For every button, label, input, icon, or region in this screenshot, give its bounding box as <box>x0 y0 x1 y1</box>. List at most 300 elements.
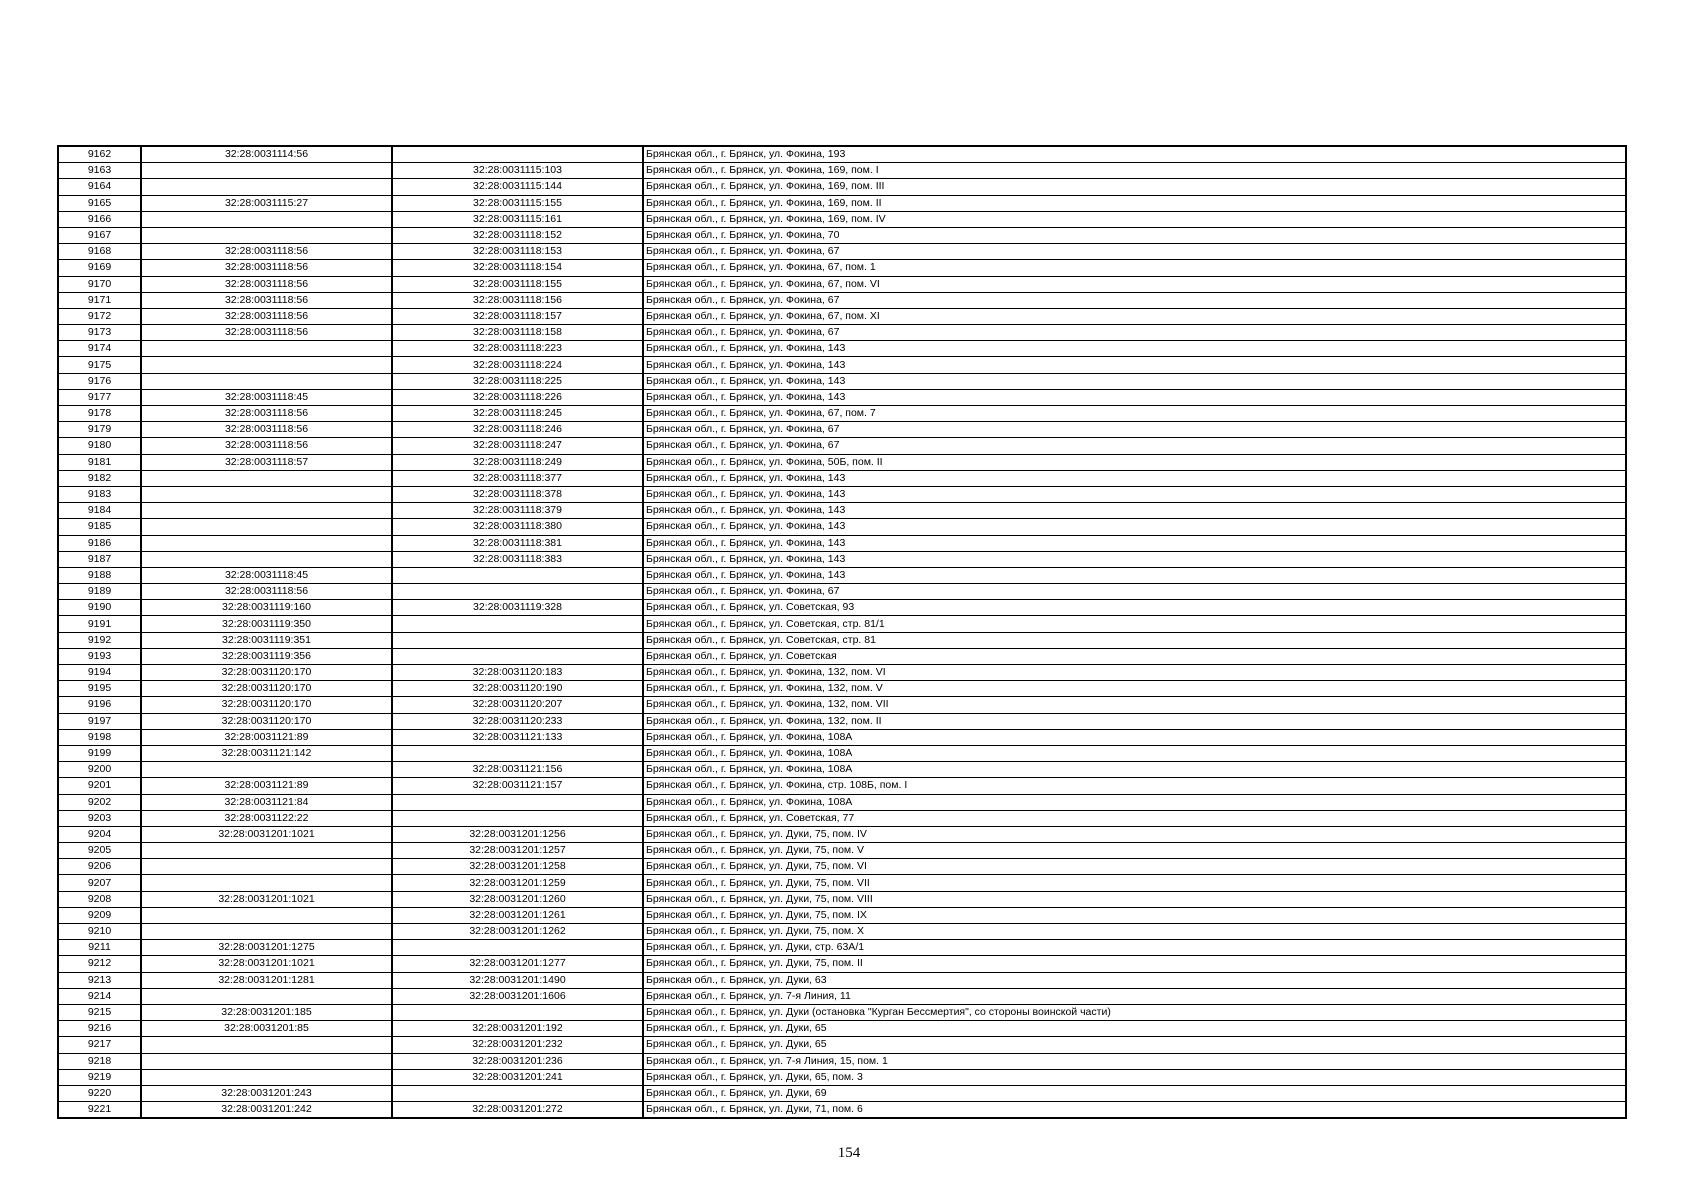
land-cadastral-number-cell: 32:28:0031114:56 <box>141 146 392 163</box>
land-cadastral-number-cell: 32:28:0031201:1275 <box>141 940 392 956</box>
address-cell: Брянская обл., г. Брянск, ул. Фокина, 143 <box>643 357 1626 373</box>
row-number-cell: 9195 <box>58 681 141 697</box>
address-cell: Брянская обл., г. Брянск, ул. Фокина, 132, пом. VII <box>643 697 1626 713</box>
row-number-cell: 9181 <box>58 454 141 470</box>
land-cadastral-number-cell <box>141 859 392 875</box>
object-cadastral-number-cell <box>392 745 643 761</box>
address-cell: Брянская обл., г. Брянск, ул. Дуки, 75, пом. IV <box>643 826 1626 842</box>
row-number-cell: 9204 <box>58 826 141 842</box>
table-row <box>58 551 1626 567</box>
object-cadastral-number-cell: 32:28:0031118:225 <box>392 373 643 389</box>
table-row <box>58 503 1626 519</box>
address-cell: Брянская обл., г. Брянск, ул. Дуки, 75, пом. VIII <box>643 891 1626 907</box>
table-row <box>58 276 1626 292</box>
address-cell: Брянская обл., г. Брянск, ул. Фокина, 70 <box>643 227 1626 243</box>
object-cadastral-number-cell: 32:28:0031201:1606 <box>392 988 643 1004</box>
object-cadastral-number-cell <box>392 1085 643 1101</box>
object-cadastral-number-cell: 32:28:0031120:233 <box>392 713 643 729</box>
land-cadastral-number-cell <box>141 551 392 567</box>
table-row <box>58 826 1626 842</box>
object-cadastral-number-cell: 32:28:0031118:153 <box>392 244 643 260</box>
table-row <box>58 713 1626 729</box>
table-row <box>58 681 1626 697</box>
object-cadastral-number-cell <box>392 1004 643 1020</box>
row-number-cell: 9190 <box>58 600 141 616</box>
land-cadastral-number-cell: 32:28:0031118:56 <box>141 292 392 308</box>
address-cell: Брянская обл., г. Брянск, ул. Фокина, 67 <box>643 325 1626 341</box>
address-cell: Брянская обл., г. Брянск, ул. Фокина, 108А <box>643 729 1626 745</box>
address-cell: Брянская обл., г. Брянск, ул. Дуки, 65, пом. 3 <box>643 1069 1626 1085</box>
land-cadastral-number-cell: 32:28:0031121:89 <box>141 778 392 794</box>
row-number-cell: 9184 <box>58 503 141 519</box>
land-cadastral-number-cell <box>141 211 392 227</box>
table-row <box>58 179 1626 195</box>
object-cadastral-number-cell: 32:28:0031201:241 <box>392 1069 643 1085</box>
address-cell: Брянская обл., г. Брянск, ул. Фокина, 143 <box>643 389 1626 405</box>
table-row <box>58 632 1626 648</box>
object-cadastral-number-cell: 32:28:0031118:158 <box>392 325 643 341</box>
address-cell: Брянская обл., г. Брянск, ул. Дуки, 75, пом. VII <box>643 875 1626 891</box>
row-number-cell: 9163 <box>58 163 141 179</box>
address-cell: Брянская обл., г. Брянск, ул. Фокина, 132, пом. II <box>643 713 1626 729</box>
table-row <box>58 924 1626 940</box>
row-number-cell: 9186 <box>58 535 141 551</box>
land-cadastral-number-cell: 32:28:0031118:57 <box>141 454 392 470</box>
object-cadastral-number-cell: 32:28:0031121:156 <box>392 762 643 778</box>
address-cell: Брянская обл., г. Брянск, ул. Фокина, 143 <box>643 535 1626 551</box>
table-row <box>58 1004 1626 1020</box>
object-cadastral-number-cell: 32:28:0031118:247 <box>392 438 643 454</box>
row-number-cell: 9183 <box>58 486 141 502</box>
table-row <box>58 308 1626 324</box>
table-row <box>58 292 1626 308</box>
row-number-cell: 9172 <box>58 308 141 324</box>
address-cell: Брянская обл., г. Брянск, ул. Дуки, 63 <box>643 972 1626 988</box>
address-cell: Брянская обл., г. Брянск, ул. Фокина, 67, пом. 7 <box>643 406 1626 422</box>
land-cadastral-number-cell: 32:28:0031118:56 <box>141 260 392 276</box>
row-number-cell: 9180 <box>58 438 141 454</box>
address-cell: Брянская обл., г. Брянск, ул. Фокина, 67 <box>643 584 1626 600</box>
row-number-cell: 9211 <box>58 940 141 956</box>
land-cadastral-number-cell <box>141 762 392 778</box>
land-cadastral-number-cell: 32:28:0031201:185 <box>141 1004 392 1020</box>
row-number-cell: 9177 <box>58 389 141 405</box>
row-number-cell: 9205 <box>58 843 141 859</box>
table-row <box>58 729 1626 745</box>
land-cadastral-number-cell: 32:28:0031118:56 <box>141 438 392 454</box>
table-row <box>58 422 1626 438</box>
land-cadastral-number-cell <box>141 1069 392 1085</box>
address-cell: Брянская обл., г. Брянск, ул. 7-я Линия, 11 <box>643 988 1626 1004</box>
land-cadastral-number-cell: 32:28:0031122:22 <box>141 810 392 826</box>
land-cadastral-number-cell: 32:28:0031118:56 <box>141 325 392 341</box>
address-cell: Брянская обл., г. Брянск, ул. Дуки, 65 <box>643 1037 1626 1053</box>
row-number-cell: 9212 <box>58 956 141 972</box>
row-number-cell: 9162 <box>58 146 141 163</box>
page-number: 154 <box>837 1145 861 1161</box>
row-number-cell: 9167 <box>58 227 141 243</box>
object-cadastral-number-cell: 32:28:0031201:1257 <box>392 843 643 859</box>
row-number-cell: 9217 <box>58 1037 141 1053</box>
table-row <box>58 146 1626 163</box>
land-cadastral-number-cell: 32:28:0031201:1281 <box>141 972 392 988</box>
row-number-cell: 9175 <box>58 357 141 373</box>
table-row <box>58 1069 1626 1085</box>
object-cadastral-number-cell: 32:28:0031201:1259 <box>392 875 643 891</box>
table-row <box>58 163 1626 179</box>
table-row <box>58 1021 1626 1037</box>
land-cadastral-number-cell: 32:28:0031119:350 <box>141 616 392 632</box>
address-cell: Брянская обл., г. Брянск, ул. Фокина, 143 <box>643 486 1626 502</box>
table-row <box>58 195 1626 211</box>
object-cadastral-number-cell <box>392 616 643 632</box>
land-cadastral-number-cell <box>141 341 392 357</box>
row-number-cell: 9219 <box>58 1069 141 1085</box>
row-number-cell: 9215 <box>58 1004 141 1020</box>
address-cell: Брянская обл., г. Брянск, ул. Фокина, 143 <box>643 567 1626 583</box>
row-number-cell: 9220 <box>58 1085 141 1101</box>
object-cadastral-number-cell: 32:28:0031118:155 <box>392 276 643 292</box>
table-row <box>58 907 1626 923</box>
object-cadastral-number-cell: 32:28:0031118:246 <box>392 422 643 438</box>
land-cadastral-number-cell: 32:28:0031201:243 <box>141 1085 392 1101</box>
object-cadastral-number-cell: 32:28:0031118:377 <box>392 470 643 486</box>
row-number-cell: 9176 <box>58 373 141 389</box>
address-cell: Брянская обл., г. Брянск, ул. Фокина, 50Б, пом. II <box>643 454 1626 470</box>
table-row <box>58 762 1626 778</box>
object-cadastral-number-cell <box>392 940 643 956</box>
row-number-cell: 9173 <box>58 325 141 341</box>
address-cell: Брянская обл., г. Брянск, ул. Фокина, 108А <box>643 794 1626 810</box>
address-cell: Брянская обл., г. Брянск, ул. Дуки, 69 <box>643 1085 1626 1101</box>
row-number-cell: 9168 <box>58 244 141 260</box>
land-cadastral-number-cell <box>141 988 392 1004</box>
table-row <box>58 486 1626 502</box>
row-number-cell: 9197 <box>58 713 141 729</box>
object-cadastral-number-cell: 32:28:0031201:1277 <box>392 956 643 972</box>
table-row <box>58 406 1626 422</box>
object-cadastral-number-cell: 32:28:0031118:224 <box>392 357 643 373</box>
table-row <box>58 341 1626 357</box>
object-cadastral-number-cell: 32:28:0031119:328 <box>392 600 643 616</box>
table-row <box>58 940 1626 956</box>
row-number-cell: 9214 <box>58 988 141 1004</box>
address-cell: Брянская обл., г. Брянск, ул. 7-я Линия, 15, пом. 1 <box>643 1053 1626 1069</box>
object-cadastral-number-cell <box>392 567 643 583</box>
land-cadastral-number-cell: 32:28:0031118:45 <box>141 567 392 583</box>
row-number-cell: 9166 <box>58 211 141 227</box>
object-cadastral-number-cell: 32:28:0031118:249 <box>392 454 643 470</box>
land-cadastral-number-cell: 32:28:0031121:84 <box>141 794 392 810</box>
address-cell: Брянская обл., г. Брянск, ул. Дуки, 75, пом. II <box>643 956 1626 972</box>
land-cadastral-number-cell: 32:28:0031119:351 <box>141 632 392 648</box>
object-cadastral-number-cell: 32:28:0031118:379 <box>392 503 643 519</box>
property-table <box>57 145 1627 1119</box>
object-cadastral-number-cell: 32:28:0031121:133 <box>392 729 643 745</box>
address-cell: Брянская обл., г. Брянск, ул. Фокина, 169, пом. IV <box>643 211 1626 227</box>
object-cadastral-number-cell: 32:28:0031118:154 <box>392 260 643 276</box>
address-cell: Брянская обл., г. Брянск, ул. Фокина, 67 <box>643 422 1626 438</box>
address-cell: Брянская обл., г. Брянск, ул. Дуки, 75, пом. VI <box>643 859 1626 875</box>
object-cadastral-number-cell: 32:28:0031201:1258 <box>392 859 643 875</box>
address-cell: Брянская обл., г. Брянск, ул. Фокина, 143 <box>643 470 1626 486</box>
table-row <box>58 843 1626 859</box>
object-cadastral-number-cell: 32:28:0031115:144 <box>392 179 643 195</box>
object-cadastral-number-cell: 32:28:0031118:381 <box>392 535 643 551</box>
table-row <box>58 665 1626 681</box>
object-cadastral-number-cell: 32:28:0031201:236 <box>392 1053 643 1069</box>
land-cadastral-number-cell: 32:28:0031120:170 <box>141 697 392 713</box>
object-cadastral-number-cell: 32:28:0031201:272 <box>392 1102 643 1119</box>
land-cadastral-number-cell: 32:28:0031118:56 <box>141 406 392 422</box>
table-row <box>58 535 1626 551</box>
row-number-cell: 9189 <box>58 584 141 600</box>
row-number-cell: 9194 <box>58 665 141 681</box>
table-row <box>58 1085 1626 1101</box>
land-cadastral-number-cell <box>141 875 392 891</box>
table-row <box>58 260 1626 276</box>
row-number-cell: 9178 <box>58 406 141 422</box>
row-number-cell: 9198 <box>58 729 141 745</box>
row-number-cell: 9200 <box>58 762 141 778</box>
object-cadastral-number-cell: 32:28:0031201:1260 <box>392 891 643 907</box>
table-row <box>58 325 1626 341</box>
address-cell: Брянская обл., г. Брянск, ул. Фокина, 132, пом. VI <box>643 665 1626 681</box>
row-number-cell: 9171 <box>58 292 141 308</box>
row-number-cell: 9192 <box>58 632 141 648</box>
address-cell: Брянская обл., г. Брянск, ул. Советская, стр. 81/1 <box>643 616 1626 632</box>
land-cadastral-number-cell <box>141 373 392 389</box>
land-cadastral-number-cell <box>141 1037 392 1053</box>
land-cadastral-number-cell: 32:28:0031120:170 <box>141 665 392 681</box>
row-number-cell: 9221 <box>58 1102 141 1119</box>
address-cell: Брянская обл., г. Брянск, ул. Фокина, 143 <box>643 551 1626 567</box>
row-number-cell: 9164 <box>58 179 141 195</box>
land-cadastral-number-cell <box>141 907 392 923</box>
address-cell: Брянская обл., г. Брянск, ул. Фокина, 132, пом. V <box>643 681 1626 697</box>
object-cadastral-number-cell: 32:28:0031118:152 <box>392 227 643 243</box>
land-cadastral-number-cell: 32:28:0031120:170 <box>141 713 392 729</box>
address-cell: Брянская обл., г. Брянск, ул. Фокина, 193 <box>643 146 1626 163</box>
object-cadastral-number-cell: 32:28:0031118:223 <box>392 341 643 357</box>
object-cadastral-number-cell: 32:28:0031115:155 <box>392 195 643 211</box>
land-cadastral-number-cell <box>141 179 392 195</box>
table-row <box>58 357 1626 373</box>
land-cadastral-number-cell <box>141 843 392 859</box>
object-cadastral-number-cell: 32:28:0031120:190 <box>392 681 643 697</box>
row-number-cell: 9207 <box>58 875 141 891</box>
object-cadastral-number-cell <box>392 810 643 826</box>
land-cadastral-number-cell: 32:28:0031118:56 <box>141 422 392 438</box>
property-table-body <box>58 146 1626 1118</box>
land-cadastral-number-cell: 32:28:0031118:56 <box>141 308 392 324</box>
land-cadastral-number-cell <box>141 227 392 243</box>
object-cadastral-number-cell: 32:28:0031121:157 <box>392 778 643 794</box>
row-number-cell: 9196 <box>58 697 141 713</box>
table-row <box>58 859 1626 875</box>
address-cell: Брянская обл., г. Брянск, ул. Советская <box>643 648 1626 664</box>
table-row <box>58 438 1626 454</box>
row-number-cell: 9206 <box>58 859 141 875</box>
address-cell: Брянская обл., г. Брянск, ул. Советская, стр. 81 <box>643 632 1626 648</box>
land-cadastral-number-cell: 32:28:0031121:89 <box>141 729 392 745</box>
row-number-cell: 9208 <box>58 891 141 907</box>
address-cell: Брянская обл., г. Брянск, ул. Фокина, 169, пом. II <box>643 195 1626 211</box>
address-cell: Брянская обл., г. Брянск, ул. Дуки, стр. 63А/1 <box>643 940 1626 956</box>
table-row <box>58 1102 1626 1119</box>
object-cadastral-number-cell <box>392 146 643 163</box>
row-number-cell: 9174 <box>58 341 141 357</box>
row-number-cell: 9193 <box>58 648 141 664</box>
table-row <box>58 244 1626 260</box>
row-number-cell: 9213 <box>58 972 141 988</box>
table-row <box>58 648 1626 664</box>
address-cell: Брянская обл., г. Брянск, ул. Фокина, 143 <box>643 503 1626 519</box>
land-cadastral-number-cell: 32:28:0031115:27 <box>141 195 392 211</box>
land-cadastral-number-cell: 32:28:0031201:1021 <box>141 956 392 972</box>
row-number-cell: 9187 <box>58 551 141 567</box>
address-cell: Брянская обл., г. Брянск, ул. Советская, 77 <box>643 810 1626 826</box>
address-cell: Брянская обл., г. Брянск, ул. Дуки, 75, пом. X <box>643 924 1626 940</box>
row-number-cell: 9188 <box>58 567 141 583</box>
row-number-cell: 9218 <box>58 1053 141 1069</box>
land-cadastral-number-cell <box>141 1053 392 1069</box>
address-cell: Брянская обл., г. Брянск, ул. Фокина, 67, пом. 1 <box>643 260 1626 276</box>
address-cell: Брянская обл., г. Брянск, ул. Фокина, 169, пом. I <box>643 163 1626 179</box>
table-row <box>58 616 1626 632</box>
object-cadastral-number-cell: 32:28:0031118:380 <box>392 519 643 535</box>
land-cadastral-number-cell: 32:28:0031118:56 <box>141 244 392 260</box>
address-cell: Брянская обл., г. Брянск, ул. Фокина, 67 <box>643 244 1626 260</box>
row-number-cell: 9170 <box>58 276 141 292</box>
table-row <box>58 891 1626 907</box>
object-cadastral-number-cell: 32:28:0031201:1256 <box>392 826 643 842</box>
table-row <box>58 972 1626 988</box>
land-cadastral-number-cell: 32:28:0031118:45 <box>141 389 392 405</box>
land-cadastral-number-cell: 32:28:0031118:56 <box>141 276 392 292</box>
table-row <box>58 1053 1626 1069</box>
address-cell: Брянская обл., г. Брянск, ул. Фокина, 67, пом. VI <box>643 276 1626 292</box>
object-cadastral-number-cell: 32:28:0031115:103 <box>392 163 643 179</box>
address-cell: Брянская обл., г. Брянск, ул. Фокина, 67 <box>643 438 1626 454</box>
address-cell: Брянская обл., г. Брянск, ул. Дуки, 75, пом. V <box>643 843 1626 859</box>
land-cadastral-number-cell: 32:28:0031119:356 <box>141 648 392 664</box>
table-row <box>58 956 1626 972</box>
address-cell: Брянская обл., г. Брянск, ул. Дуки, 75, пом. IX <box>643 907 1626 923</box>
land-cadastral-number-cell <box>141 470 392 486</box>
address-cell: Брянская обл., г. Брянск, ул. Советская, 93 <box>643 600 1626 616</box>
address-cell: Брянская обл., г. Брянск, ул. Дуки, 65 <box>643 1021 1626 1037</box>
address-cell: Брянская обл., г. Брянск, ул. Фокина, 169, пом. III <box>643 179 1626 195</box>
table-row <box>58 600 1626 616</box>
table-row <box>58 454 1626 470</box>
row-number-cell: 9199 <box>58 745 141 761</box>
table-row <box>58 227 1626 243</box>
address-cell: Брянская обл., г. Брянск, ул. Фокина, 67 <box>643 292 1626 308</box>
land-cadastral-number-cell <box>141 163 392 179</box>
object-cadastral-number-cell <box>392 648 643 664</box>
land-cadastral-number-cell <box>141 486 392 502</box>
row-number-cell: 9179 <box>58 422 141 438</box>
object-cadastral-number-cell: 32:28:0031118:245 <box>392 406 643 422</box>
land-cadastral-number-cell <box>141 357 392 373</box>
object-cadastral-number-cell <box>392 584 643 600</box>
object-cadastral-number-cell <box>392 632 643 648</box>
address-cell: Брянская обл., г. Брянск, ул. Дуки, 71, пом. 6 <box>643 1102 1626 1119</box>
table-row <box>58 875 1626 891</box>
row-number-cell: 9203 <box>58 810 141 826</box>
object-cadastral-number-cell: 32:28:0031118:378 <box>392 486 643 502</box>
table-row <box>58 519 1626 535</box>
address-cell: Брянская обл., г. Брянск, ул. Фокина, 67, пом. XI <box>643 308 1626 324</box>
table-row <box>58 778 1626 794</box>
table-row <box>58 567 1626 583</box>
row-number-cell: 9182 <box>58 470 141 486</box>
table-row <box>58 810 1626 826</box>
address-cell: Брянская обл., г. Брянск, ул. Фокина, 108А <box>643 745 1626 761</box>
land-cadastral-number-cell <box>141 503 392 519</box>
object-cadastral-number-cell: 32:28:0031118:157 <box>392 308 643 324</box>
land-cadastral-number-cell: 32:28:0031201:242 <box>141 1102 392 1119</box>
object-cadastral-number-cell: 32:28:0031201:192 <box>392 1021 643 1037</box>
address-cell: Брянская обл., г. Брянск, ул. Фокина, 143 <box>643 341 1626 357</box>
address-cell: Брянская обл., г. Брянск, ул. Дуки (остановка "Курган Бессмертия", со стороны воинской части) <box>643 1004 1626 1020</box>
object-cadastral-number-cell: 32:28:0031120:183 <box>392 665 643 681</box>
object-cadastral-number-cell: 32:28:0031118:156 <box>392 292 643 308</box>
address-cell: Брянская обл., г. Брянск, ул. Фокина, 108А <box>643 762 1626 778</box>
table-row <box>58 697 1626 713</box>
table-row <box>58 211 1626 227</box>
object-cadastral-number-cell: 32:28:0031201:232 <box>392 1037 643 1053</box>
address-cell: Брянская обл., г. Брянск, ул. Фокина, стр. 108Б, пом. I <box>643 778 1626 794</box>
land-cadastral-number-cell: 32:28:0031120:170 <box>141 681 392 697</box>
table-row <box>58 470 1626 486</box>
address-cell: Брянская обл., г. Брянск, ул. Фокина, 143 <box>643 519 1626 535</box>
land-cadastral-number-cell: 32:28:0031121:142 <box>141 745 392 761</box>
object-cadastral-number-cell: 32:28:0031118:383 <box>392 551 643 567</box>
object-cadastral-number-cell: 32:28:0031201:1262 <box>392 924 643 940</box>
object-cadastral-number-cell: 32:28:0031115:161 <box>392 211 643 227</box>
table-row <box>58 745 1626 761</box>
table-row <box>58 1037 1626 1053</box>
row-number-cell: 9209 <box>58 907 141 923</box>
row-number-cell: 9202 <box>58 794 141 810</box>
land-cadastral-number-cell <box>141 535 392 551</box>
object-cadastral-number-cell: 32:28:0031201:1261 <box>392 907 643 923</box>
table-row <box>58 373 1626 389</box>
row-number-cell: 9210 <box>58 924 141 940</box>
object-cadastral-number-cell: 32:28:0031201:1490 <box>392 972 643 988</box>
object-cadastral-number-cell <box>392 794 643 810</box>
row-number-cell: 9216 <box>58 1021 141 1037</box>
row-number-cell: 9169 <box>58 260 141 276</box>
object-cadastral-number-cell: 32:28:0031120:207 <box>392 697 643 713</box>
row-number-cell: 9191 <box>58 616 141 632</box>
table-row <box>58 584 1626 600</box>
table-row <box>58 988 1626 1004</box>
land-cadastral-number-cell <box>141 924 392 940</box>
table-row <box>58 389 1626 405</box>
land-cadastral-number-cell <box>141 519 392 535</box>
land-cadastral-number-cell: 32:28:0031201:1021 <box>141 826 392 842</box>
object-cadastral-number-cell: 32:28:0031118:226 <box>392 389 643 405</box>
land-cadastral-number-cell: 32:28:0031118:56 <box>141 584 392 600</box>
row-number-cell: 9165 <box>58 195 141 211</box>
table-row <box>58 794 1626 810</box>
row-number-cell: 9201 <box>58 778 141 794</box>
address-cell: Брянская обл., г. Брянск, ул. Фокина, 143 <box>643 373 1626 389</box>
land-cadastral-number-cell: 32:28:0031201:1021 <box>141 891 392 907</box>
